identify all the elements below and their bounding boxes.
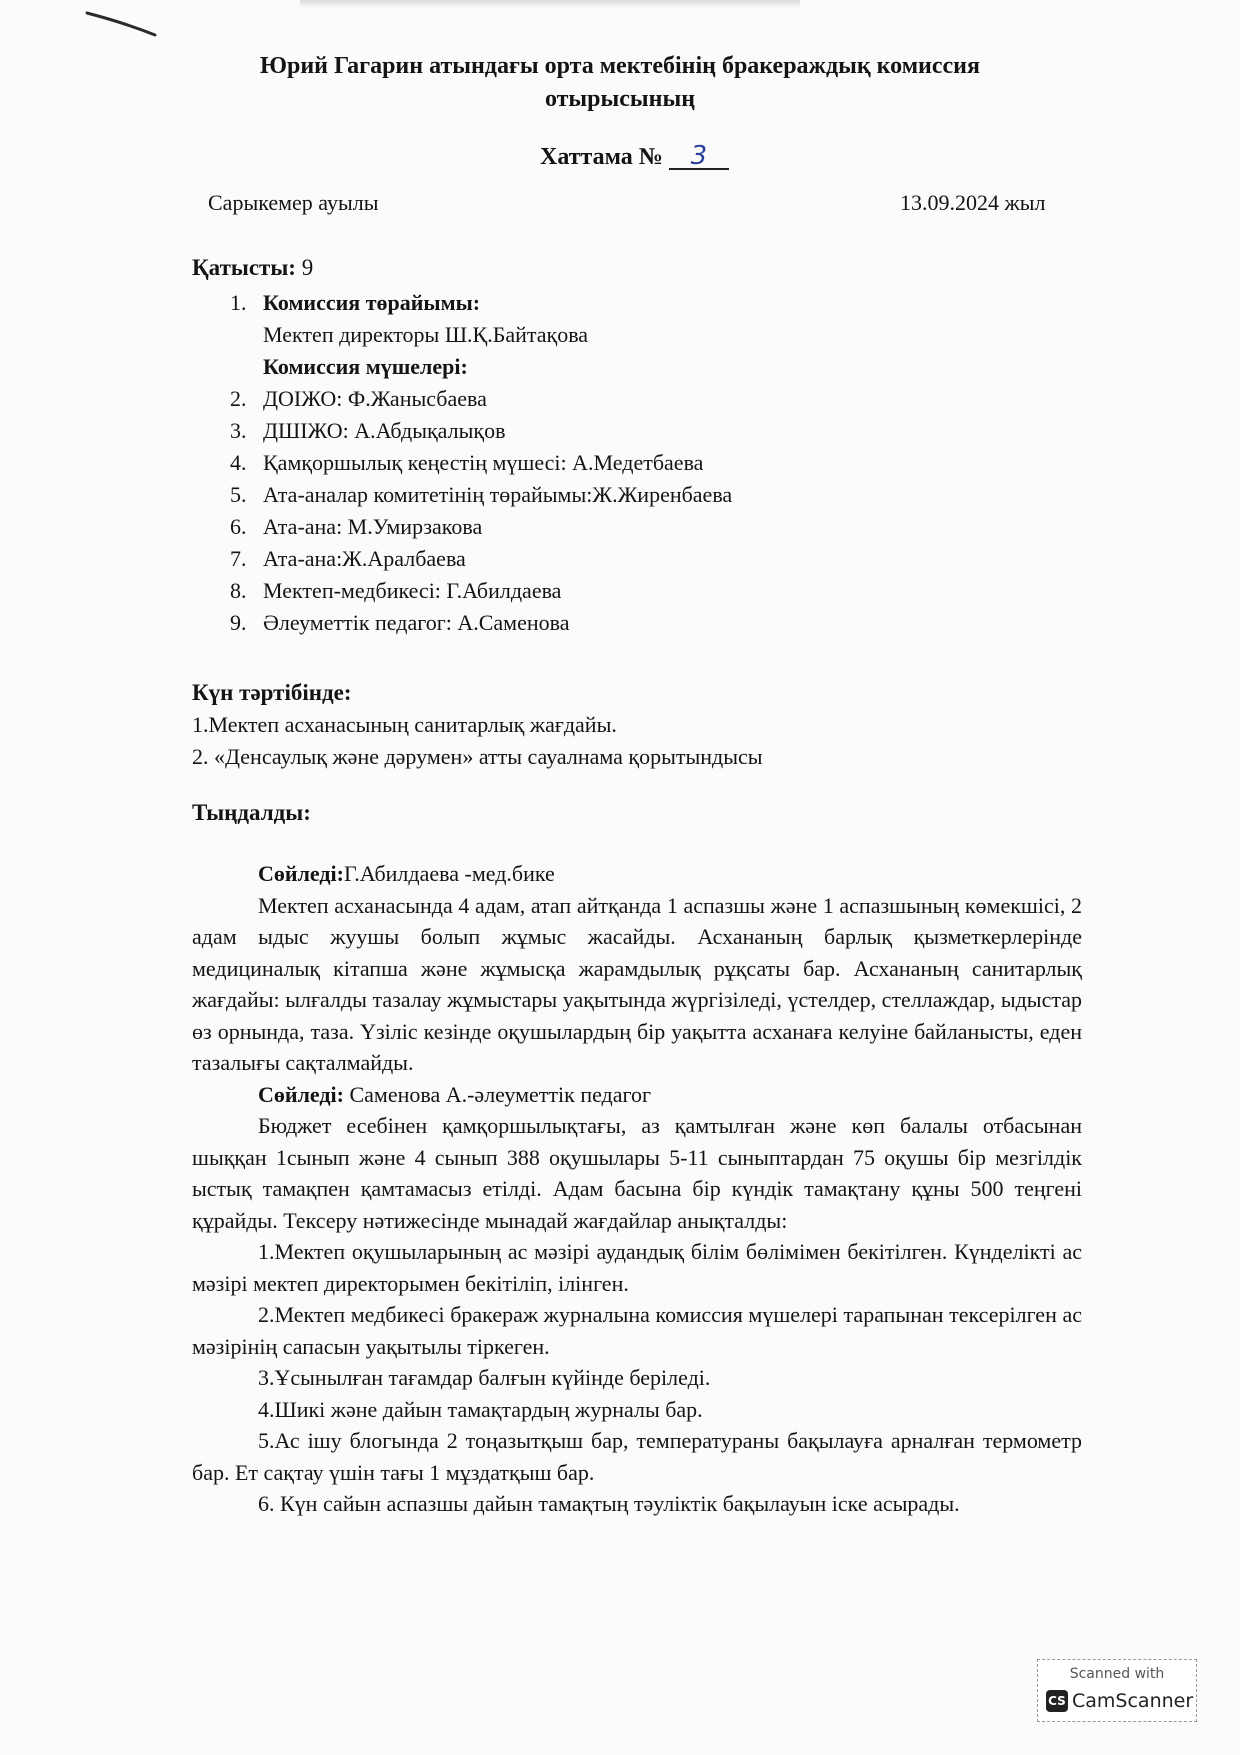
member-number: 8. [230, 578, 247, 603]
member-item: ДШІЖО: А.Абдықалықов [263, 418, 506, 443]
speaker-text: Бюджет есебінен қамқоршылықтағы, аз қамтылған және көп балалы отбасынан шыққан 1сынып және 4 сынып 388 оқушылары 5-11 сыныптардан 75 оқушы бір мезгілдік ыстық тамақпен қамтамасыз етілді. Адам басына бір күндік тамақтану құны 500 теңгені құрайды. Тексеру нәтижесінде мынадай жағдайлар анықталды: [192, 1113, 1082, 1233]
place: Сарыкемер ауылы [208, 190, 379, 215]
attendance-label: Қатысты: [192, 255, 296, 280]
attendance-line [192, 255, 313, 281]
scan-shadow [300, 0, 800, 8]
speaker-label: Сөйледі: [258, 1081, 344, 1107]
finding-item: 6. Күн сайын аспазшы дайын тамақтың тәуліктік бақылауын іске асырады. [258, 1491, 960, 1516]
speaker-line [192, 858, 1082, 890]
member-number: 9. [230, 610, 247, 635]
speaker-label: Сөйледі: [258, 861, 344, 886]
document-title-line2: отырысының [544, 86, 696, 112]
chair-heading: Комиссия төрайымы: [263, 290, 481, 315]
speaker-name: Саменова А.-әлеуметтік педагог [343, 1081, 652, 1107]
camscanner-logo-icon: CS [1046, 1690, 1068, 1712]
member-number: 1. [230, 290, 247, 315]
speaker-line [192, 1079, 1082, 1111]
member-number: 3. [230, 418, 247, 443]
member-item: Ата-ана: М.Умирзакова [263, 514, 483, 539]
document-title: Юрий Гагарин атындағы орта мектебінің бракераждық комиссия [259, 53, 980, 79]
member-number: 5. [230, 482, 247, 507]
protocol-heading [540, 141, 729, 171]
camscanner-name: CamScanner [1072, 1690, 1194, 1712]
date: 13.09.2024 жыл [900, 190, 1046, 215]
speaker-name: Г.Абилдаева -мед.бике [343, 861, 555, 886]
listened-body [192, 858, 1082, 1520]
member-number: 4. [230, 450, 247, 475]
member-item: Ата-ана:Ж.Аралбаева [263, 546, 466, 571]
chair-name: Мектеп директоры Ш.Қ.Байтақова [263, 322, 589, 347]
finding-item: 1.Мектеп оқушыларының ас мәзірі аудандық білім бөлімімен бекітілген. Күнделікті ас мәзірі мектеп директорымен бекітіліп, ілінген. [192, 1239, 1082, 1296]
member-item: ДОІЖО: Ф.Жанысбаева [263, 386, 487, 411]
pen-mark [85, 5, 165, 41]
attendance-count: 9 [301, 255, 314, 280]
finding-item: 2.Мектеп медбикесі бракераж журналына комиссия мүшелері тарапынан тексерілген ас мәзірінің сапасын уақытылы тіркеген. [192, 1302, 1082, 1359]
listened-heading: Тыңдалды: [192, 800, 311, 825]
protocol-label: Хаттама № [540, 144, 663, 170]
camscanner-badge [1037, 1659, 1197, 1722]
member-item: Ата-аналар комитетінің төрайымы:Ж.Жиренбаева [263, 482, 733, 507]
member-item: Әлеуметтік педагог: А.Саменова [263, 610, 570, 635]
members-heading: Комиссия мүшелері: [263, 354, 468, 379]
member-number: 7. [230, 546, 247, 571]
member-number: 2. [230, 386, 247, 411]
member-item: Қамқоршылық кеңестің мүшесі: А.Медетбаева [263, 450, 704, 475]
agenda-item: 2. «Денсаулық және дәрумен» атты сауалнама қорытындысы [192, 744, 763, 769]
scanned-with-label: Scanned with [1069, 1666, 1165, 1682]
speaker-text: Мектеп асханасында 4 адам, атап айтқанда 1 аспазшы және 1 аспазшының көмекшісі, 2 адам ыдыс жуушы болып жұмыс жасайды. Асхананың барлық қызметкерлерінде медициналық кітапша және жұмысқа жарамдылық рұқсаты бар. Асхананың санитарлық жағдайы: ылғалды тазалау жұмыстары уақытында жүргізіледі, үстелдер, стеллаждар, ыдыстар өз орнында, таза. Үзіліс кезінде оқушылардың бір уақытта асханаға келуіне байланысты, еден тазалығы сақталмайды. [192, 892, 1082, 1075]
member-number: 6. [230, 514, 247, 539]
finding-item: 5.Ас ішу блогында 2 тоңазытқыш бар, температураны бақылауға арналған термометр бар. Ет сақтау үшін тағы 1 мұздатқыш бар. [192, 1428, 1082, 1485]
agenda-heading: Күн тәртібінде: [192, 680, 352, 705]
protocol-number: 3 [669, 144, 729, 170]
finding-item: 4.Шикі және дайын тамақтардың журналы бар. [258, 1396, 703, 1422]
agenda-item: 1.Мектеп асханасының санитарлық жағдайы. [192, 712, 617, 737]
member-item: Мектеп-медбикесі: Г.Абилдаева [263, 578, 562, 603]
finding-item: 3.Ұсынылған тағамдар балғын күйінде беріледі. [258, 1365, 711, 1390]
